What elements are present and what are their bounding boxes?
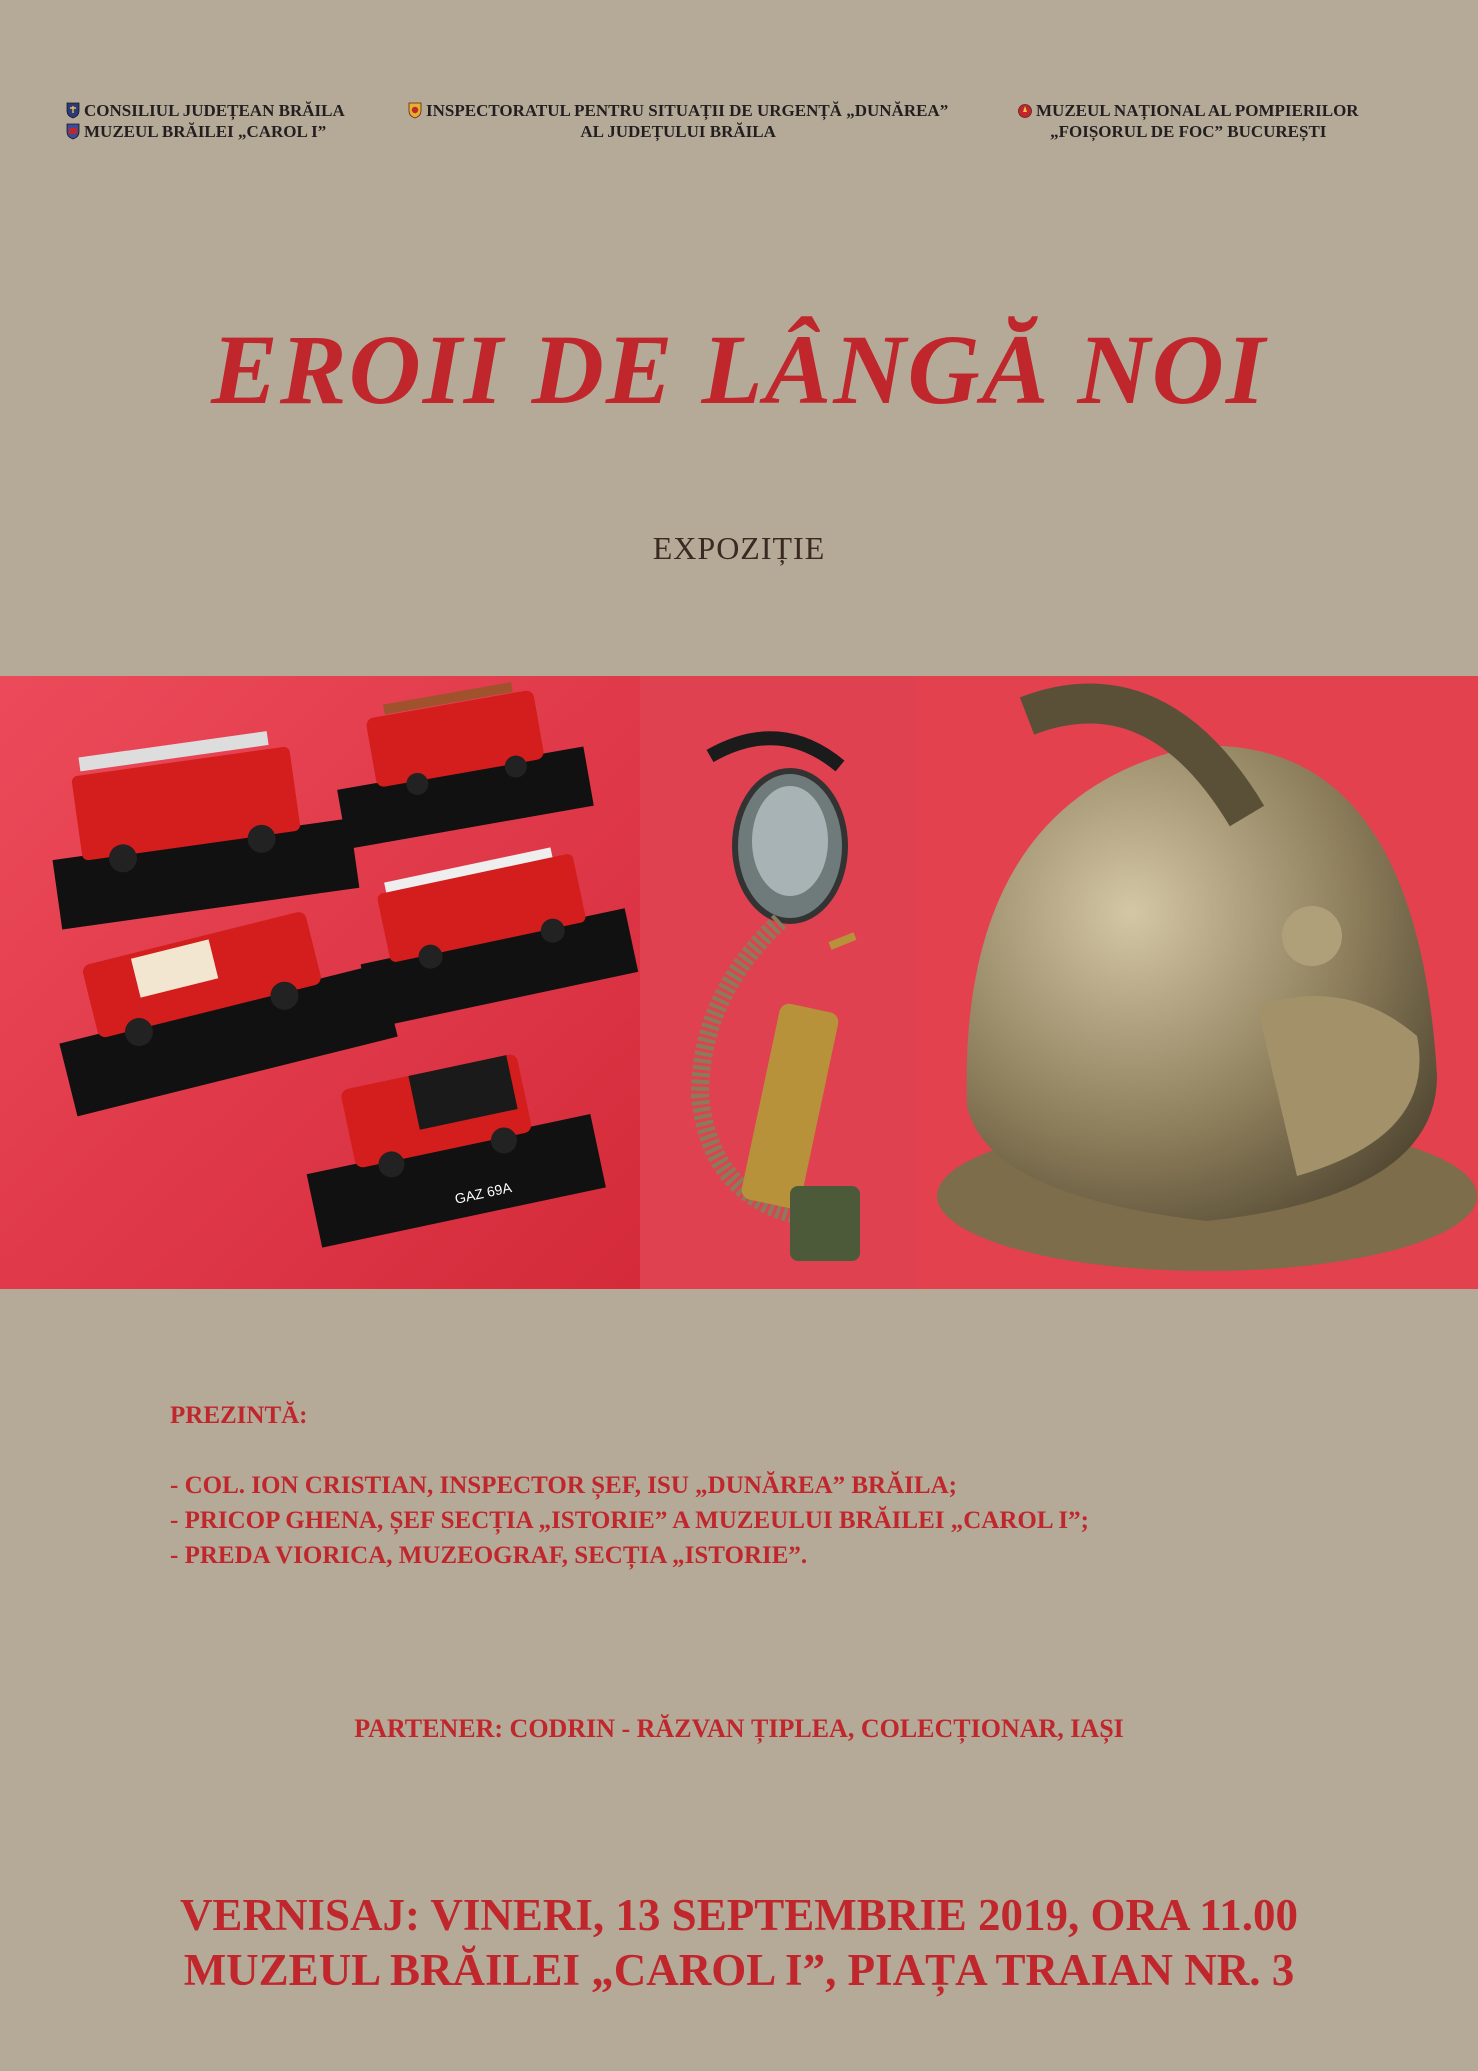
presenters-section [170, 1398, 1089, 1573]
isu-crest-icon [408, 102, 422, 119]
firefighters-museum-crest-icon [1018, 102, 1032, 119]
exhibition-title: EROII DE LÂNGĂ NOI [211, 314, 1267, 425]
vernisaj-location: MUZEUL BRĂILEI „CAROL I”, PIAȚA TRAIAN NR. 3 [183, 1945, 1295, 1995]
fire-truck-models-illustration [0, 676, 640, 1289]
header-left-institutions [66, 100, 345, 142]
fire-truck-models-photo [0, 676, 640, 1289]
partner-line: PARTENER: CODRIN - RĂZVAN ȚIPLEA, COLECȚIONAR, IAȘI [354, 1714, 1124, 1743]
county-crest-icon [66, 102, 80, 119]
isu-name: INSPECTORATUL PENTRU SITUAȚII DE URGENȚĂ „DUNĂREA” [426, 101, 949, 120]
exhibition-subtitle: EXPOZIȚIE [652, 530, 826, 566]
county-council-name: CONSILIUL JUDEȚEAN BRĂILA [84, 101, 345, 120]
presenter-item-1: - COL. ION CRISTIAN, INSPECTOR ȘEF, ISU „DUNĂREA” BRĂILA; [170, 1472, 957, 1499]
firefighter-helmet-illustration [917, 676, 1478, 1289]
vernisaj-date: VERNISAJ: VINERI, 13 SEPTEMBRIE 2019, ORA 11.00 [179, 1890, 1299, 1940]
presenter-item-2: - PRICOP GHENA, ȘEF SECȚIA „ISTORIE” A MUZEULUI BRĂILEI „CAROL I”; [170, 1507, 1089, 1534]
presenters-heading: PREZINTĂ: [170, 1402, 308, 1429]
header-right-institution [1018, 100, 1359, 142]
firefighters-museum-name: MUZEUL NAȚIONAL AL POMPIERILOR [1036, 101, 1359, 120]
presenter-item-3: - PREDA VIORICA, MUZEOGRAF, SECȚIA „ISTORIE”. [170, 1542, 808, 1569]
photo-strip [0, 676, 1478, 1289]
gas-mask-photo [640, 676, 917, 1289]
gas-mask-illustration [640, 676, 917, 1289]
header-center-institution [408, 100, 948, 142]
helmet-photo [917, 676, 1478, 1289]
model-plate-label: GAZ 69A [453, 1179, 514, 1207]
museum-crest-icon [66, 123, 80, 140]
museum-braila-name: MUZEUL BRĂILEI „CAROL I” [84, 122, 327, 141]
firefighters-museum-subtitle: „FOIȘORUL DE FOC” BUCUREȘTI [1050, 122, 1327, 141]
vernisaj-section [0, 1888, 1478, 1998]
isu-county: AL JUDEȚULUI BRĂILA [580, 122, 776, 141]
